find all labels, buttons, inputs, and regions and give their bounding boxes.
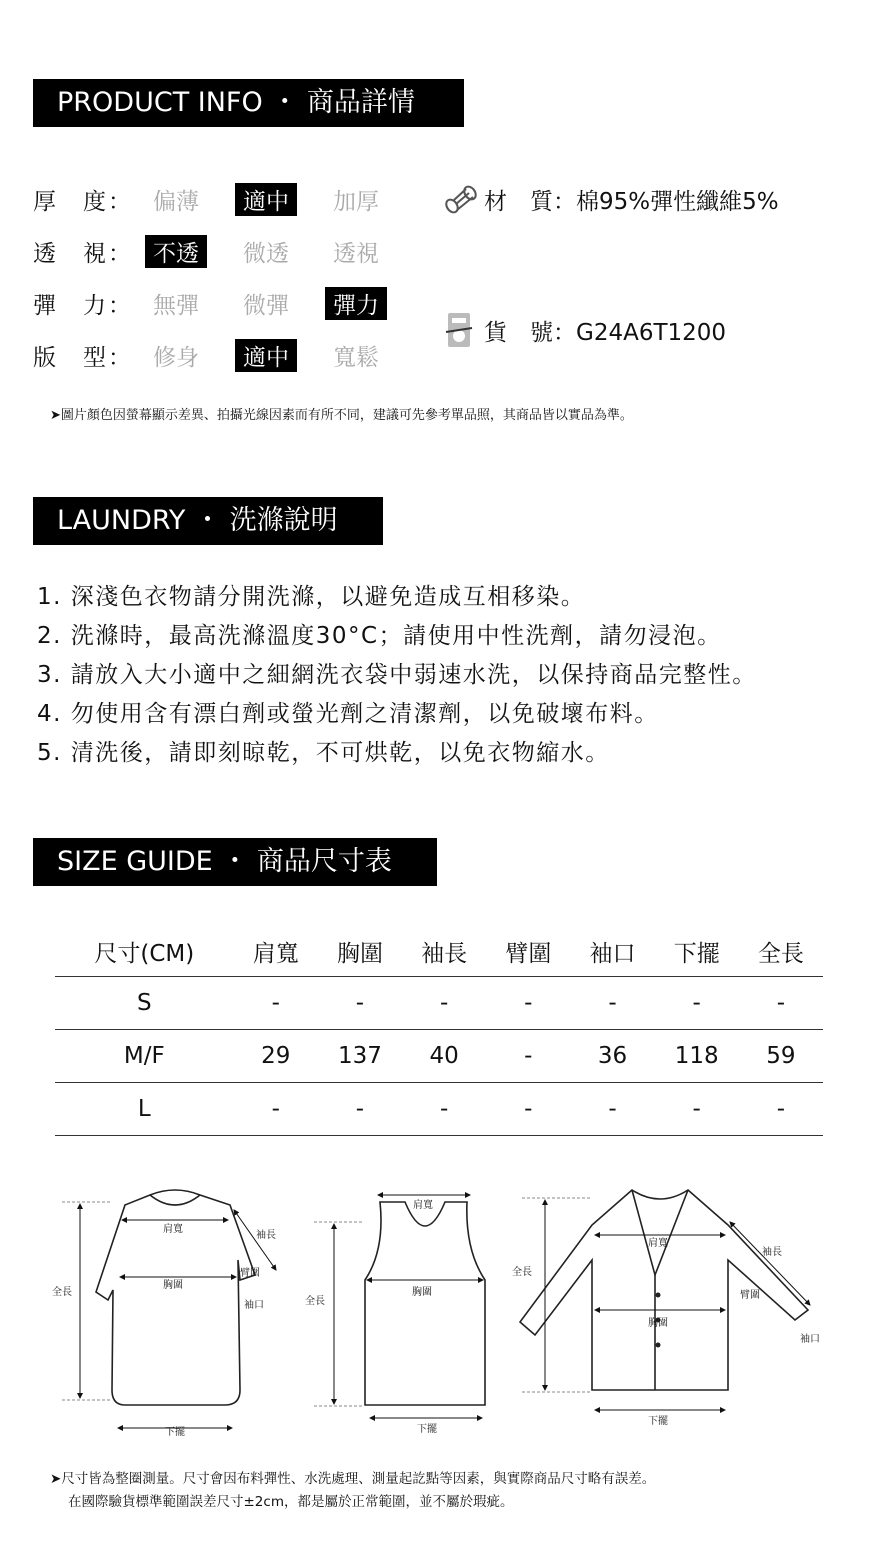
size-value-cell: 118 [655, 1030, 739, 1083]
attribute-option [235, 235, 325, 268]
laundry-item: 1. 深淺色衣物請分開洗滌，以避免造成互相移染。 [37, 584, 586, 610]
size-value-cell: - [655, 1083, 739, 1136]
attribute-option [145, 183, 235, 216]
size-label-cell: M/F [55, 1030, 234, 1083]
size-value-cell: 36 [570, 1030, 654, 1083]
size-column-header: 袖口 [570, 926, 654, 977]
size-disclaimer-2: 在國際驗貨標準範圍誤差尺寸±2cm，都是屬於正常範圍，並不屬於瑕疵。 [68, 1494, 514, 1510]
size-value-cell: - [318, 1083, 402, 1136]
attribute-option-text: 修身 [153, 344, 199, 371]
table-row [55, 977, 823, 1030]
attribute-label: 厚 度： [33, 188, 133, 215]
laundry-item: 3. 請放入大小適中之細網洗衣袋中弱速水洗，以保持商品完整性。 [37, 662, 757, 688]
attribute-option-selected [145, 235, 235, 268]
attribute-label: 版 型： [33, 344, 133, 371]
attribute-row [33, 234, 415, 268]
label-hem: 下擺 [648, 1416, 668, 1427]
size-value-cell: - [486, 977, 570, 1030]
size-value-cell: 29 [234, 1030, 318, 1083]
attribute-label: 彈 力： [33, 292, 133, 319]
size-guide-header: SIZE GUIDE ・ 商品尺寸表 [33, 838, 437, 886]
label-hem: 下擺 [417, 1424, 437, 1435]
label-shoulder: 肩寬 [413, 1200, 433, 1211]
label-arm: 臂圍 [740, 1290, 760, 1301]
attribute-option [235, 287, 325, 320]
label-cuff: 袖口 [244, 1300, 264, 1311]
material-text: 材 質：棉95%彈性纖維5% [484, 188, 779, 215]
label-sleeve: 袖長 [762, 1247, 782, 1258]
laundry-item: 4. 勿使用含有漂白劑或螢光劑之清潔劑，以免破壞布料。 [37, 701, 659, 727]
table-row [55, 1083, 823, 1136]
material-spec [442, 182, 779, 216]
laundry-list [37, 578, 757, 773]
attribute-label: 透 視： [33, 240, 133, 267]
size-column-header: 全長 [739, 926, 823, 977]
attribute-option-selected [235, 339, 325, 372]
size-value-cell: - [486, 1083, 570, 1136]
attribute-option-text: 加厚 [333, 188, 379, 215]
label-sleeve: 袖長 [256, 1230, 276, 1241]
label-shoulder: 肩寬 [648, 1238, 668, 1249]
label-length: 全長 [512, 1267, 532, 1278]
attribute-option-text: 微透 [243, 240, 289, 267]
color-disclaimer: ➤圖片顏色因螢幕顯示差異、拍攝光線因素而有所不同，建議可先參考單品照，其商品皆以實品為準。 [50, 408, 633, 423]
size-column-header: 胸圍 [318, 926, 402, 977]
size-value-cell: - [570, 1083, 654, 1136]
size-label-cell: L [55, 1083, 234, 1136]
size-value-cell: - [234, 977, 318, 1030]
size-value-cell: - [570, 977, 654, 1030]
size-value-cell: - [739, 977, 823, 1030]
dress-diagram [52, 1190, 276, 1438]
size-value-cell: - [402, 1083, 486, 1136]
size-label-cell: S [55, 977, 234, 1030]
tank-diagram [305, 1195, 485, 1435]
size-column-header: 臂圍 [486, 926, 570, 977]
size-value-cell: 59 [739, 1030, 823, 1083]
product-info-header: PRODUCT INFO ・ 商品詳情 [33, 79, 464, 127]
size-value-cell: - [486, 1030, 570, 1083]
laundry-header: LAUNDRY ・ 洗滌說明 [33, 497, 383, 545]
attribute-option-text: 適中 [235, 339, 297, 372]
size-column-header: 肩寬 [234, 926, 318, 977]
size-value-cell: 40 [402, 1030, 486, 1083]
attribute-row [33, 286, 415, 320]
thread-spool-icon [442, 182, 480, 216]
cardigan-diagram [512, 1190, 820, 1427]
tag-icon [442, 310, 480, 350]
label-chest: 胸圍 [163, 1280, 183, 1291]
size-table [55, 926, 823, 1136]
attribute-option [325, 339, 415, 372]
size-column-header: 尺寸(CM) [55, 926, 234, 977]
size-disclaimer-1: ➤尺寸皆為整圈測量。尺寸會因布料彈性、水洗處理、測量起訖點等因素，與實際商品尺寸略有誤差。 [50, 1471, 656, 1487]
attribute-option [325, 235, 415, 268]
label-arm: 臂圍 [240, 1268, 260, 1279]
size-value-cell: 137 [318, 1030, 402, 1083]
attribute-option-text: 微彈 [243, 292, 289, 319]
attribute-option-text: 彈力 [325, 287, 387, 320]
size-column-header: 袖長 [402, 926, 486, 977]
label-chest: 胸圍 [412, 1287, 432, 1298]
attribute-option-selected [325, 287, 415, 320]
size-value-cell: - [234, 1083, 318, 1136]
attribute-option-text: 不透 [145, 235, 207, 268]
attribute-option-text: 寬鬆 [333, 344, 379, 371]
attribute-option [145, 287, 235, 320]
attribute-option-text: 透視 [333, 240, 379, 267]
attribute-option-text: 無彈 [153, 292, 199, 319]
label-length: 全長 [305, 1296, 325, 1307]
laundry-item: 2. 洗滌時，最高洗滌溫度30°C；請使用中性洗劑，請勿浸泡。 [37, 623, 722, 649]
label-chest: 胸圍 [648, 1318, 668, 1329]
size-value-cell: - [318, 977, 402, 1030]
table-row [55, 1030, 823, 1083]
attribute-row [33, 338, 415, 372]
item-number-spec [442, 310, 726, 350]
size-column-header: 下擺 [655, 926, 739, 977]
attribute-row [33, 182, 415, 216]
attribute-option [145, 339, 235, 372]
item-number-text: 貨 號：G24A6T1200 [484, 319, 727, 346]
size-value-cell: - [402, 977, 486, 1030]
attribute-option-selected [235, 183, 325, 216]
attribute-option [325, 183, 415, 216]
label-cuff: 袖口 [800, 1334, 820, 1345]
attribute-option-text: 適中 [235, 183, 297, 216]
label-length: 全長 [52, 1287, 72, 1298]
size-value-cell: - [655, 977, 739, 1030]
label-shoulder: 肩寬 [163, 1224, 183, 1235]
laundry-item: 5. 清洗後，請即刻晾乾，不可烘乾，以免衣物縮水。 [37, 740, 610, 766]
label-hem: 下擺 [165, 1427, 185, 1438]
measurement-diagrams [0, 1180, 875, 1440]
size-value-cell: - [739, 1083, 823, 1136]
attribute-option-text: 偏薄 [153, 188, 199, 215]
